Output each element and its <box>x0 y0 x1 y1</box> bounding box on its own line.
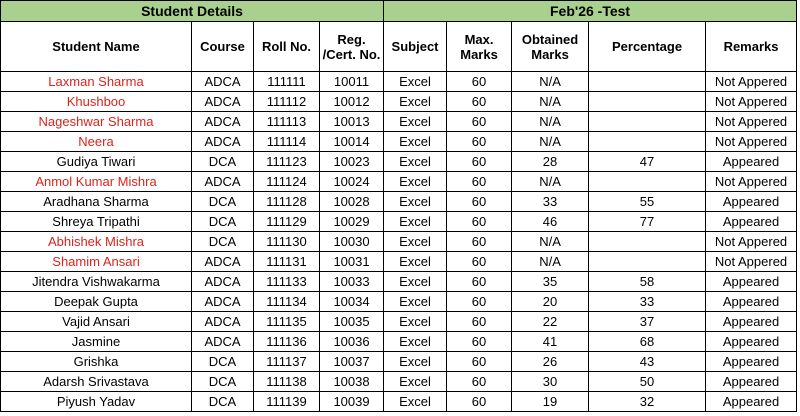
cell-course[interactable]: ADCA <box>192 92 254 112</box>
cell-course[interactable]: ADCA <box>192 252 254 272</box>
column-header-obtained-marks[interactable]: Obtained Marks <box>512 22 589 72</box>
table-row <box>1 312 797 332</box>
cell-roll-no[interactable]: 111112 <box>254 92 320 112</box>
cell-reg-cert-no[interactable]: 10023 <box>320 152 384 172</box>
cell-percentage[interactable]: 68 <box>589 332 706 352</box>
table-row <box>1 292 797 312</box>
cell-remarks[interactable]: Not Appered <box>706 172 797 192</box>
cell-percentage[interactable] <box>589 232 706 252</box>
cell-subject[interactable]: Excel <box>384 392 447 412</box>
cell-obtained-marks[interactable]: N/A <box>512 112 589 132</box>
cell-student-name[interactable]: Shamim Ansari <box>1 252 192 272</box>
cell-percentage[interactable] <box>589 252 706 272</box>
cell-subject[interactable]: Excel <box>384 272 447 292</box>
cell-course[interactable]: ADCA <box>192 172 254 192</box>
cell-subject[interactable]: Excel <box>384 232 447 252</box>
cell-roll-no[interactable]: 111138 <box>254 372 320 392</box>
cell-subject[interactable]: Excel <box>384 112 447 132</box>
cell-reg-cert-no[interactable]: 10024 <box>320 172 384 192</box>
cell-student-name[interactable]: Piyush Yadav <box>1 392 192 412</box>
cell-percentage[interactable]: 50 <box>589 372 706 392</box>
cell-student-name[interactable]: Aradhana Sharma <box>1 192 192 212</box>
cell-remarks[interactable]: Appeared <box>706 192 797 212</box>
cell-student-name[interactable]: Vajid Ansari <box>1 312 192 332</box>
cell-subject[interactable]: Excel <box>384 372 447 392</box>
table-row <box>1 172 797 192</box>
cell-subject[interactable]: Excel <box>384 292 447 312</box>
cell-max-marks[interactable]: 60 <box>447 392 512 412</box>
cell-max-marks[interactable]: 60 <box>447 112 512 132</box>
cell-percentage[interactable]: 77 <box>589 212 706 232</box>
cell-obtained-marks[interactable]: N/A <box>512 132 589 152</box>
cell-student-name[interactable]: Abhishek Mishra <box>1 232 192 252</box>
cell-roll-no[interactable]: 111136 <box>254 332 320 352</box>
cell-roll-no[interactable]: 111133 <box>254 272 320 292</box>
cell-course[interactable]: ADCA <box>192 72 254 92</box>
cell-course[interactable]: ADCA <box>192 272 254 292</box>
cell-max-marks[interactable]: 60 <box>447 352 512 372</box>
cell-roll-no[interactable]: 111114 <box>254 132 320 152</box>
cell-course[interactable]: ADCA <box>192 292 254 312</box>
table-row <box>1 72 797 92</box>
cell-roll-no[interactable]: 111131 <box>254 252 320 272</box>
group-header-student-details[interactable]: Student Details <box>1 1 384 22</box>
cell-reg-cert-no[interactable]: 10030 <box>320 232 384 252</box>
cell-percentage[interactable]: 32 <box>589 392 706 412</box>
cell-obtained-marks[interactable]: 30 <box>512 372 589 392</box>
cell-subject[interactable]: Excel <box>384 172 447 192</box>
cell-percentage[interactable] <box>589 172 706 192</box>
column-header-course[interactable]: Course <box>192 22 254 72</box>
cell-obtained-marks[interactable]: 22 <box>512 312 589 332</box>
cell-reg-cert-no[interactable]: 10028 <box>320 192 384 212</box>
cell-roll-no[interactable]: 111134 <box>254 292 320 312</box>
table-row <box>1 92 797 112</box>
table-row <box>1 272 797 292</box>
cell-remarks[interactable]: Appeared <box>706 272 797 292</box>
cell-student-name[interactable]: Adarsh Srivastava <box>1 372 192 392</box>
table-row <box>1 152 797 172</box>
cell-student-name[interactable]: Gudiya Tiwari <box>1 152 192 172</box>
cell-subject[interactable]: Excel <box>384 312 447 332</box>
cell-remarks[interactable]: Appeared <box>706 292 797 312</box>
cell-student-name[interactable]: Laxman Sharma <box>1 72 192 92</box>
cell-obtained-marks[interactable]: 28 <box>512 152 589 172</box>
cell-course[interactable]: DCA <box>192 152 254 172</box>
column-header-percentage[interactable]: Percentage <box>589 22 706 72</box>
cell-max-marks[interactable]: 60 <box>447 132 512 152</box>
cell-student-name[interactable]: Jasmine <box>1 332 192 352</box>
cell-obtained-marks[interactable]: N/A <box>512 172 589 192</box>
cell-reg-cert-no[interactable]: 10038 <box>320 372 384 392</box>
cell-remarks[interactable]: Appeared <box>706 312 797 332</box>
cell-obtained-marks[interactable]: 33 <box>512 192 589 212</box>
cell-obtained-marks[interactable]: 46 <box>512 212 589 232</box>
cell-student-name[interactable]: Anmol Kumar Mishra <box>1 172 192 192</box>
cell-max-marks[interactable]: 60 <box>447 252 512 272</box>
cell-max-marks[interactable]: 60 <box>447 172 512 192</box>
cell-remarks[interactable]: Appeared <box>706 392 797 412</box>
cell-course[interactable]: ADCA <box>192 312 254 332</box>
cell-percentage[interactable]: 47 <box>589 152 706 172</box>
cell-reg-cert-no[interactable]: 10034 <box>320 292 384 312</box>
table-row <box>1 392 797 412</box>
cell-percentage[interactable]: 37 <box>589 312 706 332</box>
cell-remarks[interactable]: Appeared <box>706 212 797 232</box>
cell-obtained-marks[interactable]: N/A <box>512 252 589 272</box>
table-row <box>1 332 797 352</box>
cell-subject[interactable]: Excel <box>384 212 447 232</box>
cell-remarks[interactable]: Appeared <box>706 332 797 352</box>
column-header-student-name[interactable]: Student Name <box>1 22 192 72</box>
cell-roll-no[interactable]: 111128 <box>254 192 320 212</box>
cell-course[interactable]: DCA <box>192 392 254 412</box>
cell-max-marks[interactable]: 60 <box>447 72 512 92</box>
cell-obtained-marks[interactable]: 35 <box>512 272 589 292</box>
column-header-subject[interactable]: Subject <box>384 22 447 72</box>
cell-subject[interactable]: Excel <box>384 72 447 92</box>
cell-obtained-marks[interactable]: 26 <box>512 352 589 372</box>
cell-remarks[interactable]: Appeared <box>706 152 797 172</box>
cell-remarks[interactable]: Not Appered <box>706 112 797 132</box>
cell-subject[interactable]: Excel <box>384 152 447 172</box>
cell-roll-no[interactable]: 111111 <box>254 72 320 92</box>
cell-subject[interactable]: Excel <box>384 192 447 212</box>
cell-subject[interactable]: Excel <box>384 132 447 152</box>
cell-reg-cert-no[interactable]: 10039 <box>320 392 384 412</box>
cell-percentage[interactable] <box>589 112 706 132</box>
cell-student-name[interactable]: Jitendra Vishwakarma <box>1 272 192 292</box>
cell-student-name[interactable]: Neera <box>1 132 192 152</box>
cell-percentage[interactable]: 33 <box>589 292 706 312</box>
cell-percentage[interactable]: 58 <box>589 272 706 292</box>
cell-reg-cert-no[interactable]: 10013 <box>320 112 384 132</box>
cell-reg-cert-no[interactable]: 10036 <box>320 332 384 352</box>
cell-roll-no[interactable]: 111124 <box>254 172 320 192</box>
cell-student-name[interactable]: Deepak Gupta <box>1 292 192 312</box>
cell-roll-no[interactable]: 111113 <box>254 112 320 132</box>
cell-percentage[interactable] <box>589 72 706 92</box>
cell-course[interactable]: DCA <box>192 192 254 212</box>
cell-reg-cert-no[interactable]: 10012 <box>320 92 384 112</box>
cell-max-marks[interactable]: 60 <box>447 192 512 212</box>
cell-subject[interactable]: Excel <box>384 252 447 272</box>
cell-reg-cert-no[interactable]: 10011 <box>320 72 384 92</box>
cell-roll-no[interactable]: 111123 <box>254 152 320 172</box>
cell-max-marks[interactable]: 60 <box>447 332 512 352</box>
cell-roll-no[interactable]: 111129 <box>254 212 320 232</box>
cell-reg-cert-no[interactable]: 10037 <box>320 352 384 372</box>
cell-percentage[interactable]: 43 <box>589 352 706 372</box>
cell-max-marks[interactable]: 60 <box>447 152 512 172</box>
cell-percentage[interactable] <box>589 92 706 112</box>
cell-remarks[interactable]: Appeared <box>706 372 797 392</box>
cell-roll-no[interactable]: 111137 <box>254 352 320 372</box>
cell-obtained-marks[interactable]: N/A <box>512 72 589 92</box>
cell-course[interactable]: DCA <box>192 372 254 392</box>
table-row <box>1 132 797 152</box>
column-header-reg-cert-no[interactable]: Reg. /Cert. No. <box>320 22 384 72</box>
cell-reg-cert-no[interactable]: 10033 <box>320 272 384 292</box>
cell-course[interactable]: DCA <box>192 352 254 372</box>
cell-roll-no[interactable]: 111135 <box>254 312 320 332</box>
cell-remarks[interactable]: Not Appered <box>706 232 797 252</box>
cell-max-marks[interactable]: 60 <box>447 92 512 112</box>
cell-course[interactable]: ADCA <box>192 332 254 352</box>
table-row <box>1 352 797 372</box>
cell-student-name[interactable]: Khushboo <box>1 92 192 112</box>
cell-subject[interactable]: Excel <box>384 332 447 352</box>
cell-remarks[interactable]: Not Appered <box>706 132 797 152</box>
cell-subject[interactable]: Excel <box>384 352 447 372</box>
cell-obtained-marks[interactable]: N/A <box>512 232 589 252</box>
cell-max-marks[interactable]: 60 <box>447 212 512 232</box>
cell-percentage[interactable] <box>589 132 706 152</box>
group-header-row <box>1 1 797 22</box>
cell-max-marks[interactable]: 60 <box>447 292 512 312</box>
table-row <box>1 372 797 392</box>
column-header-roll-no[interactable]: Roll No. <box>254 22 320 72</box>
cell-student-name[interactable]: Nageshwar Sharma <box>1 112 192 132</box>
cell-remarks[interactable]: Not Appered <box>706 72 797 92</box>
table-row <box>1 192 797 212</box>
cell-obtained-marks[interactable]: 20 <box>512 292 589 312</box>
table-row <box>1 232 797 252</box>
cell-obtained-marks[interactable]: 41 <box>512 332 589 352</box>
cell-obtained-marks[interactable]: N/A <box>512 92 589 112</box>
cell-max-marks[interactable]: 60 <box>447 272 512 292</box>
cell-max-marks[interactable]: 60 <box>447 232 512 252</box>
cell-percentage[interactable]: 55 <box>589 192 706 212</box>
cell-reg-cert-no[interactable]: 10035 <box>320 312 384 332</box>
cell-student-name[interactable]: Grishka <box>1 352 192 372</box>
cell-remarks[interactable]: Not Appered <box>706 252 797 272</box>
cell-roll-no[interactable]: 111130 <box>254 232 320 252</box>
cell-course[interactable]: ADCA <box>192 112 254 132</box>
table-row <box>1 252 797 272</box>
cell-reg-cert-no[interactable]: 10031 <box>320 252 384 272</box>
cell-course[interactable]: DCA <box>192 232 254 252</box>
cell-reg-cert-no[interactable]: 10014 <box>320 132 384 152</box>
column-header-row <box>1 22 797 72</box>
column-header-max-marks[interactable]: Max. Marks <box>447 22 512 72</box>
group-header-test[interactable]: Feb'26 -Test <box>384 1 797 22</box>
cell-remarks[interactable]: Not Appered <box>706 92 797 112</box>
cell-subject[interactable]: Excel <box>384 92 447 112</box>
table-body <box>1 72 797 412</box>
column-header-remarks[interactable]: Remarks <box>706 22 797 72</box>
cell-obtained-marks[interactable]: 19 <box>512 392 589 412</box>
cell-max-marks[interactable]: 60 <box>447 312 512 332</box>
cell-student-name[interactable]: Shreya Tripathi <box>1 212 192 232</box>
cell-remarks[interactable]: Appeared <box>706 352 797 372</box>
table-row <box>1 212 797 232</box>
cell-reg-cert-no[interactable]: 10029 <box>320 212 384 232</box>
cell-course[interactable]: DCA <box>192 212 254 232</box>
cell-course[interactable]: ADCA <box>192 132 254 152</box>
table-row <box>1 112 797 132</box>
cell-roll-no[interactable]: 111139 <box>254 392 320 412</box>
cell-max-marks[interactable]: 60 <box>447 372 512 392</box>
